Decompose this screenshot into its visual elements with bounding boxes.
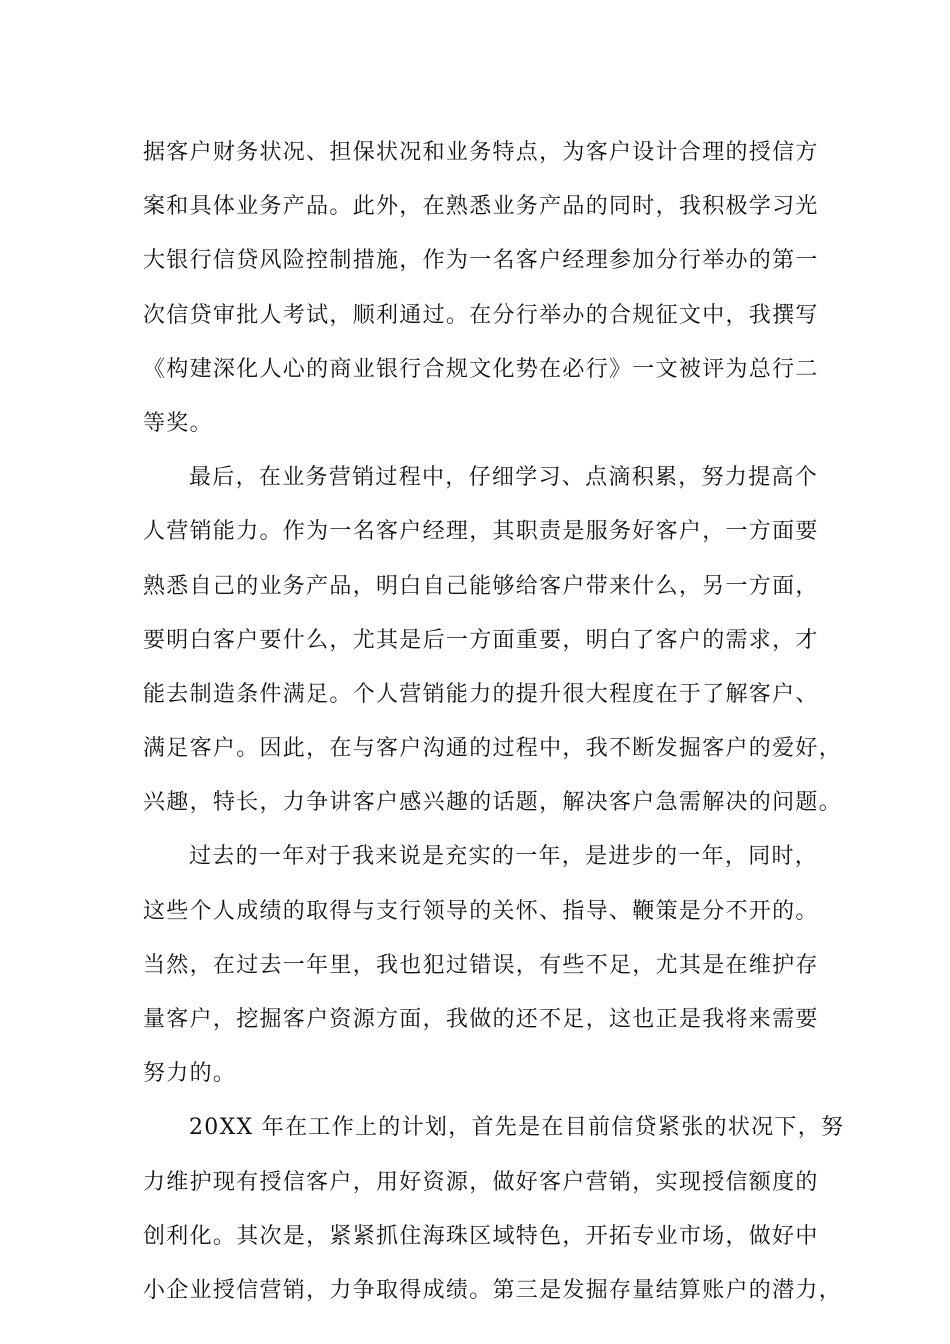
text-line: 要明白客户要什么，尤其是后一方面重要，明白了客户的需求，才: [143, 627, 819, 653]
text-line: 据客户财务状况、担保状况和业务特点，为客户设计合理的授信方: [143, 140, 819, 165]
text-line: 小企业授信营销，力争取得成绩。第三是发掘存量结算账户的潜力，: [143, 1277, 843, 1303]
text-line: 熟悉自己的业务产品，明白自己能够给客户带来什么，另一方面，: [143, 573, 819, 599]
text-line: 20XX 年在工作上的计划，首先是在目前信贷紧张的状况下，努: [189, 1115, 845, 1141]
text-line: 力维护现有授信客户，用好资源，做好客户营销，实现授信额度的: [143, 1169, 819, 1195]
paragraph-marketing-ability: [143, 451, 843, 830]
text-line: 努力的。: [143, 1061, 237, 1087]
text-line: 等奖。: [143, 410, 213, 436]
text-line: 量客户，挖掘客户资源方面，我做的还不足，这也正是我将来需要: [143, 1007, 819, 1032]
text-line: 当然，在过去一年里，我也犯过错误，有些不足，尤其是在维护存: [143, 952, 819, 978]
text-line: 过去的一年对于我来说是充实的一年，是进步的一年，同时，: [189, 844, 819, 870]
text-line: 大银行信贷风险控制措施，作为一名客户经理参加分行举办的第一: [143, 248, 819, 274]
paragraph-year-review: [143, 830, 823, 1101]
text-line: 这些个人成绩的取得与支行领导的关怀、指导、鞭策是分不开的。: [143, 898, 819, 924]
text-line: 兴趣，特长，力争讲客户感兴趣的话题，解决客户急需解决的问题。: [143, 790, 843, 816]
document-body: [143, 126, 845, 1318]
text-line: 次信贷审批人考试，顺利通过。在分行举办的合规征文中，我撰写: [143, 302, 819, 328]
paragraph-next-year-plan: [143, 1101, 845, 1318]
text-line: 最后，在业务营销过程中，仔细学习、点滴积累，努力提高个: [189, 465, 819, 491]
text-line: 能去制造条件满足。个人营销能力的提升很大程度在于了解客户、: [143, 681, 819, 707]
text-line: 《构建深化人心的商业银行合规文化势在必行》一文被评为总行二: [143, 356, 819, 382]
paragraph-credit-study: [143, 126, 823, 451]
text-line: 案和具体业务产品。此外，在熟悉业务产品的同时，我积极学习光: [143, 194, 819, 220]
text-line: 满足客户。因此，在与客户沟通的过程中，我不断发掘客户的爱好，: [143, 736, 843, 762]
text-line: 人营销能力。作为一名客户经理，其职责是服务好客户，一方面要: [143, 519, 819, 545]
text-line: 创利化。其次是，紧紧抓住海珠区域特色，开拓专业市场，做好中: [143, 1223, 819, 1249]
